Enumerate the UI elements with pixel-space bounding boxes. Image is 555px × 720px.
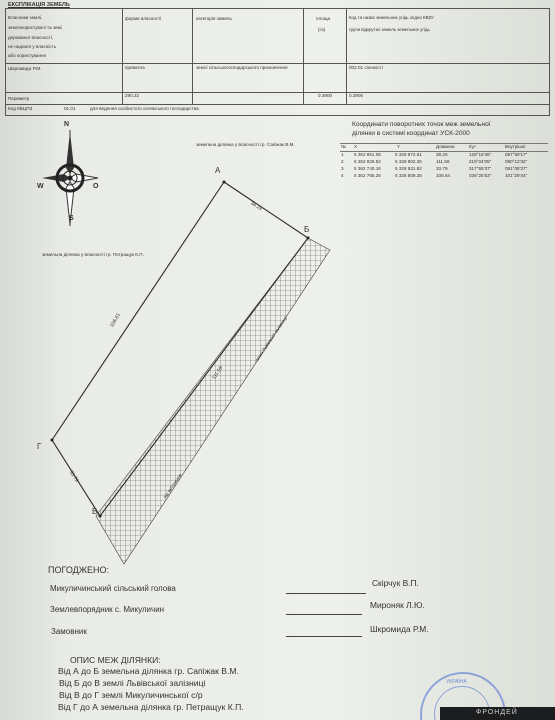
explication-title: ЕКСПЛІКАЦІЯ ЗЕМЕЛЬ xyxy=(8,2,70,8)
col1-header-line: або користування xyxy=(8,53,47,58)
description-line: Від В до Г землі Микуличинської с/р xyxy=(59,690,203,700)
agreed-role: Замовник xyxy=(51,627,87,636)
coords-cell: 129°16'36" xyxy=(469,152,492,157)
length-gv: 33.79 xyxy=(67,469,80,484)
description-line: Від Г до А земельна ділянка гр. Петращук К.П. xyxy=(58,702,244,712)
signature-line xyxy=(286,593,366,594)
coords-cell: 5 328 809.28 xyxy=(395,173,422,178)
coords-cell: 5 362 851.06 xyxy=(354,152,381,157)
coords-col-angle: Кут xyxy=(469,144,476,149)
code-cell: 002.01 сінокості xyxy=(349,65,383,70)
neighbor-left-label: земельна ділянка у власності гр. Петращук К.П. xyxy=(42,252,144,257)
signature-line xyxy=(286,614,362,615)
coords-cell: 5 328 872.61 xyxy=(395,152,422,157)
vertex-g-label: Г xyxy=(37,442,42,451)
col1-header-line: Власники землі, xyxy=(8,15,43,20)
col5-header: Код та назва земельних угідь згідно КВЗУ xyxy=(349,15,434,20)
perimeter-label: Периметр xyxy=(8,96,30,101)
compass-w: W xyxy=(37,183,44,190)
kved-code: 01.01 xyxy=(64,106,76,111)
stamp-text: УКРАЇНА xyxy=(446,679,467,685)
owner-cell: Шкромида Р.М. xyxy=(8,67,42,72)
coords-col-num: № xyxy=(341,144,346,149)
coords-cell: 33.79 xyxy=(436,166,448,171)
agreed-role: Микуличинський сільський голова xyxy=(50,584,176,593)
coords-cell: 38.29 xyxy=(436,152,448,157)
perimeter-value: 290.22 xyxy=(125,93,140,98)
col1-header-line: не наданої у власність xyxy=(8,44,57,49)
signature-line xyxy=(286,636,362,637)
vertex-v-marker xyxy=(99,515,102,518)
coords-cell: 3 xyxy=(341,166,344,171)
coords-col-inner: Внутрішні xyxy=(505,144,526,149)
coords-cell: 4 xyxy=(341,173,344,178)
col4-header: площа xyxy=(316,16,331,21)
length-bv: 111.59 xyxy=(211,365,225,381)
railway-label-2: під залізницею xyxy=(162,472,183,500)
coords-cell: 036°25'53" xyxy=(469,173,492,178)
vertex-v-label: В xyxy=(92,507,98,516)
coords-cell: 5 328 831.82 xyxy=(395,166,422,171)
coords-title-line2: ділянки в системі координат УСК-2000 xyxy=(352,130,470,137)
area-total-b: 0.3900 xyxy=(349,93,364,98)
category-cell: землі сільськогосподарського призначення xyxy=(196,65,288,70)
vertex-b-label: Б xyxy=(304,225,310,234)
coords-cell: 2 xyxy=(341,159,344,164)
railway-hatched-strip xyxy=(96,238,330,564)
length-ab: 38.29 xyxy=(249,200,263,213)
coords-cell: 317°55'37" xyxy=(469,166,492,171)
coords-cell: 5 362 826.82 xyxy=(354,159,381,164)
agreed-name: Мироняк Л.Ю. xyxy=(370,600,425,610)
description-line: Від А до Б земельна ділянка гр. Сапіжак В.М. xyxy=(58,666,239,676)
coords-cell: 111.59 xyxy=(436,159,450,164)
railway-label: землі Львівської залізниці xyxy=(254,315,288,363)
coords-col-x: X xyxy=(354,144,358,149)
col2-header: форма власності xyxy=(125,16,162,21)
description-line: Від Б до В землі Львівської залізниці xyxy=(59,678,206,688)
compass-o: O xyxy=(93,183,99,190)
coords-cell: 5 328 902.25 xyxy=(395,159,422,164)
coords-cell: 1 xyxy=(341,152,344,157)
vertex-g-marker xyxy=(51,439,54,442)
coords-cell: 087°59'17" xyxy=(505,152,528,157)
area-total-a: 0.3900 xyxy=(318,93,333,98)
vertex-b-marker xyxy=(307,237,310,240)
col1-header-line: державної власності, xyxy=(8,35,54,40)
coords-col-length: Довжина xyxy=(436,144,455,149)
compass-s: S xyxy=(69,215,74,222)
coords-cell: 081°08'27" xyxy=(505,166,528,171)
coords-cell: 090°12'32" xyxy=(505,159,528,164)
coords-col-y: Y xyxy=(397,144,401,149)
coords-cell: 106.64 xyxy=(436,173,451,178)
kved-text: для ведення особистого селянського господарства xyxy=(90,106,199,111)
vertex-a-marker xyxy=(223,181,226,184)
col1-header-line: землекористувачі та земі xyxy=(8,25,62,30)
col4-unit: (га) xyxy=(318,27,326,32)
agreed-title: ПОГОДЖЕНО: xyxy=(48,565,110,575)
stamp-seal-text: ФРОНДЕЙ xyxy=(476,709,518,716)
coords-cell: 101°29'44" xyxy=(505,173,528,178)
kved-label: Код КВЦПЗ xyxy=(8,106,33,111)
coords-cell: 5 362 765.26 xyxy=(354,173,381,178)
coords-title-line1: Координати поворотних точок меж земельної xyxy=(352,121,491,128)
col3-header: категорія земель xyxy=(196,16,232,21)
agreed-name: Шкромида Р.М. xyxy=(370,624,429,634)
description-title: ОПИС МЕЖ ДІЛЯНКИ: xyxy=(70,655,161,665)
form-cell: приватна xyxy=(125,65,145,70)
agreed-name: Скірчук В.П. xyxy=(372,578,419,588)
agreed-role: Землевпорядник с. Микуличин xyxy=(50,605,165,614)
col5-sub: групи відкрутих земель земельних угідь xyxy=(349,27,430,32)
length-ag: 106.61 xyxy=(109,312,122,329)
compass-n: N xyxy=(64,121,70,128)
coords-cell: 5 362 740.16 xyxy=(354,166,381,171)
neighbor-top-label: земельна ділянка у власності гр. Сапіжак В.М. xyxy=(196,142,295,147)
vertex-a-label: А xyxy=(215,166,221,175)
coords-cell: 219°04'05" xyxy=(469,159,492,164)
